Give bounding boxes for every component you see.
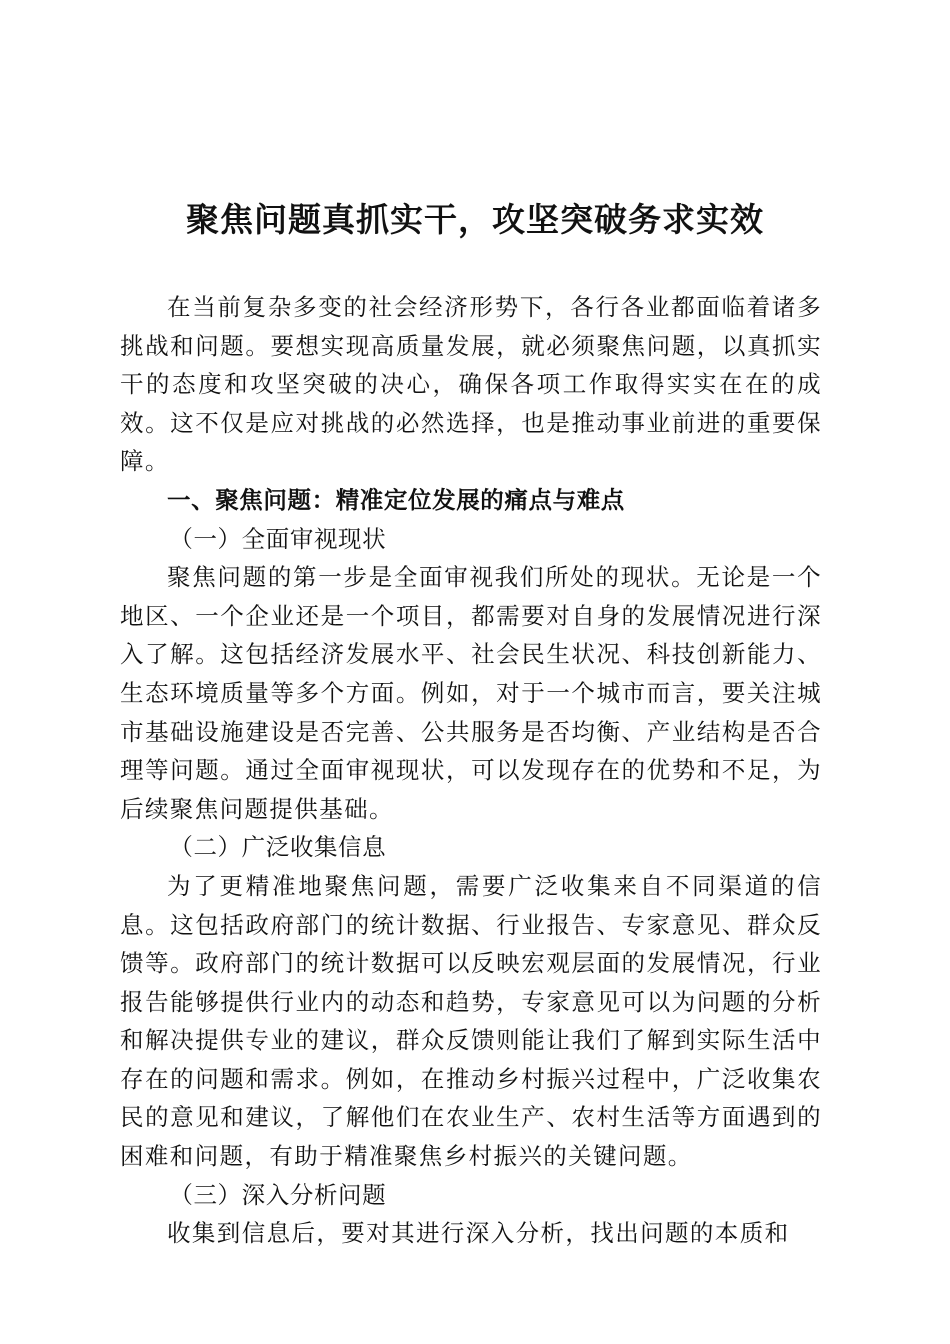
- document-body: [120, 288, 822, 1253]
- body-paragraph: 收集到信息后，要对其进行深入分析，找出问题的本质和: [167, 1219, 790, 1248]
- subsection-heading: （一）全面审视现状: [169, 524, 387, 553]
- intro-paragraph: 在当前复杂多变的社会经济形势下，各行各业都面临着诸多挑战和问题。要想实现高质量发展，就必须聚焦问题，以真抓实干的态度和攻坚突破的决心，确保各项工作取得实实在在的成效。这不仅是应对挑战的必然选择，也是推动事业前进的重要保障。: [120, 293, 822, 476]
- subsection-heading: （三）深入分析问题: [169, 1180, 387, 1209]
- subsection-heading: （二）广泛收集信息: [169, 833, 387, 862]
- section-heading: 一、聚焦问题：精准定位发展的痛点与难点: [167, 485, 625, 514]
- body-paragraph: 聚焦问题的第一步是全面审视我们所处的现状。无论是一个地区、一个企业还是一个项目，都需要对自身的发展情况进行深入了解。这包括经济发展水平、社会民生状况、科技创新能力、生态环境质量等多个方面。例如，对于一个城市而言，要关注城市基础设施建设是否完善、公共服务是否均衡、产业结构是否合理等问题。通过全面审视现状，可以发现存在的优势和不足，为后续聚焦问题提供基础。: [120, 563, 822, 823]
- body-paragraph: 为了更精准地聚焦问题，需要广泛收集来自不同渠道的信息。这包括政府部门的统计数据、行业报告、专家意见、群众反馈等。政府部门的统计数据可以反映宏观层面的发展情况，行业报告能够提供行业内的动态和趋势，专家意见可以为问题的分析和解决提供专业的建议，群众反馈则能让我们了解到实际生活中存在的问题和需求。例如，在推动乡村振兴过程中，广泛收集农民的意见和建议，了解他们在农业生产、农村生活等方面遇到的困难和问题，有助于精准聚焦乡村振兴的关键问题。: [120, 871, 822, 1171]
- document-title: 聚焦问题真抓实干，攻坚突破务求实效: [186, 200, 764, 239]
